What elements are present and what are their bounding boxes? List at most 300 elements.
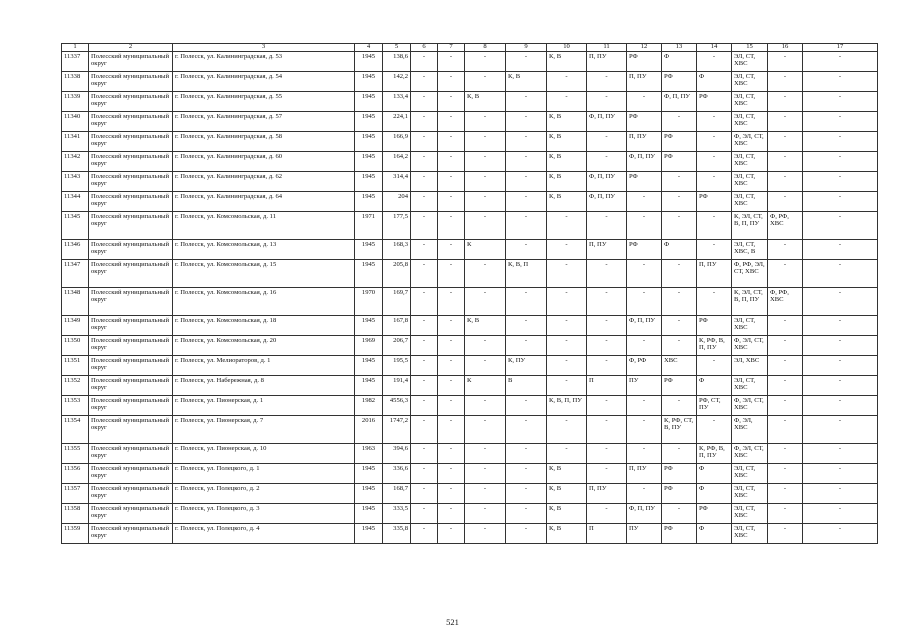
col-6-cell: -	[411, 191, 438, 211]
column-number-cell: 14	[697, 44, 732, 52]
table-row	[62, 287, 878, 315]
table-row	[62, 151, 878, 171]
col-11-cell: -	[587, 71, 627, 91]
col-7-cell: -	[438, 51, 465, 71]
address-cell: г. Полесск, ул. Калининградская, д. 58	[173, 131, 355, 151]
col-13-cell: -	[662, 395, 697, 415]
header-row	[62, 44, 878, 52]
col-17-cell: -	[803, 51, 878, 71]
col-14-cell: Ф	[697, 71, 732, 91]
col-12-cell: Ф, П, ПУ	[627, 503, 662, 523]
municipality-cell: Полесский муниципальный округ	[89, 151, 173, 171]
col-8-cell: -	[465, 287, 506, 315]
col-15-cell: ЭЛ, СТ, ХВС, В	[732, 239, 768, 259]
col-13-cell: К, РФ, СТ, В, ПУ	[662, 415, 697, 443]
col-7-cell: -	[438, 523, 465, 543]
area-cell: 333,5	[383, 503, 411, 523]
record-id-cell: 11341	[62, 131, 89, 151]
build-year-cell: 1945	[355, 131, 383, 151]
column-number-cell: 3	[173, 44, 355, 52]
col-11-cell: -	[587, 463, 627, 483]
col-11-cell: П, ПУ	[587, 239, 627, 259]
record-id-cell: 11347	[62, 259, 89, 287]
col-10-cell: -	[547, 443, 587, 463]
col-8-cell: К	[465, 375, 506, 395]
column-number-cell: 17	[803, 44, 878, 52]
address-cell: г. Полесск, ул. Калининградская, д. 53	[173, 51, 355, 71]
col-14-cell: К, РФ, В, П, ПУ	[697, 443, 732, 463]
col-10-cell: К, В	[547, 171, 587, 191]
col-16-cell: -	[768, 483, 803, 503]
column-number-cell: 8	[465, 44, 506, 52]
col-12-cell: -	[627, 483, 662, 503]
col-7-cell: -	[438, 151, 465, 171]
col-9-cell: -	[506, 287, 547, 315]
table-row	[62, 375, 878, 395]
col-17-cell: -	[803, 443, 878, 463]
col-10-cell: -	[547, 315, 587, 335]
col-6-cell: -	[411, 355, 438, 375]
col-9-cell: -	[506, 415, 547, 443]
col-9-cell: -	[506, 239, 547, 259]
build-year-cell: 1982	[355, 395, 383, 415]
col-11-cell: -	[587, 355, 627, 375]
col-12-cell: -	[627, 395, 662, 415]
area-cell: 177,5	[383, 211, 411, 239]
col-10-cell: К, В	[547, 131, 587, 151]
municipality-cell: Полесский муниципальный округ	[89, 315, 173, 335]
area-cell: 168,3	[383, 239, 411, 259]
col-9-cell: -	[506, 315, 547, 335]
build-year-cell: 2016	[355, 415, 383, 443]
col-10-cell: К, В	[547, 503, 587, 523]
municipality-cell: Полесский муниципальный округ	[89, 191, 173, 211]
col-14-cell: РФ	[697, 503, 732, 523]
record-id-cell: 11343	[62, 171, 89, 191]
col-11-cell: П	[587, 523, 627, 543]
col-11-cell: -	[587, 315, 627, 335]
col-16-cell: -	[768, 395, 803, 415]
col-7-cell: -	[438, 91, 465, 111]
col-9-cell: -	[506, 91, 547, 111]
table-row	[62, 463, 878, 483]
col-17-cell: -	[803, 211, 878, 239]
col-13-cell: -	[662, 287, 697, 315]
table-row	[62, 335, 878, 355]
record-id-cell: 11344	[62, 191, 89, 211]
col-7-cell: -	[438, 355, 465, 375]
address-cell: г. Полесск, ул. Пионерская, д. 1	[173, 395, 355, 415]
col-15-cell: Ф, ЭЛ, СТ, ХВС	[732, 395, 768, 415]
col-17-cell: -	[803, 355, 878, 375]
area-cell: 167,8	[383, 315, 411, 335]
col-10-cell: -	[547, 415, 587, 443]
col-9-cell: -	[506, 443, 547, 463]
col-11-cell: -	[587, 131, 627, 151]
build-year-cell: 1969	[355, 335, 383, 355]
col-10-cell: -	[547, 375, 587, 395]
col-14-cell: Ф	[697, 463, 732, 483]
col-12-cell: ПУ	[627, 375, 662, 395]
col-9-cell: -	[506, 131, 547, 151]
col-16-cell: Ф, РФ, ХВС	[768, 211, 803, 239]
build-year-cell: 1945	[355, 463, 383, 483]
col-10-cell: -	[547, 211, 587, 239]
col-15-cell: ЭЛ, СТ, ХВС	[732, 51, 768, 71]
column-number-cell: 13	[662, 44, 697, 52]
col-9-cell: -	[506, 483, 547, 503]
col-15-cell: ЭЛ, СТ, ХВС	[732, 71, 768, 91]
col-10-cell: К, В	[547, 483, 587, 503]
build-year-cell: 1945	[355, 151, 383, 171]
area-cell: 191,4	[383, 375, 411, 395]
col-12-cell: РФ	[627, 51, 662, 71]
page-number: 521	[446, 617, 459, 627]
area-cell: 205,8	[383, 259, 411, 287]
table-row	[62, 315, 878, 335]
col-13-cell: -	[662, 111, 697, 131]
col-7-cell: -	[438, 483, 465, 503]
col-10-cell: К, В	[547, 463, 587, 483]
col-13-cell: РФ	[662, 131, 697, 151]
col-8-cell: К	[465, 239, 506, 259]
col-14-cell: -	[697, 415, 732, 443]
address-cell: г. Полесск, ул. Комсомольская, д. 18	[173, 315, 355, 335]
address-cell: г. Полесск, ул. Калининградская, д. 57	[173, 111, 355, 131]
record-id-cell: 11357	[62, 483, 89, 503]
col-15-cell: ЭЛ, ХВС	[732, 355, 768, 375]
col-13-cell: -	[662, 191, 697, 211]
col-13-cell: -	[662, 503, 697, 523]
col-11-cell: П	[587, 375, 627, 395]
area-cell: 4556,3	[383, 395, 411, 415]
col-17-cell: -	[803, 91, 878, 111]
col-13-cell: РФ	[662, 483, 697, 503]
col-17-cell: -	[803, 287, 878, 315]
col-17-cell: -	[803, 463, 878, 483]
record-id-cell: 11349	[62, 315, 89, 335]
col-14-cell: -	[697, 171, 732, 191]
col-16-cell: -	[768, 259, 803, 287]
col-12-cell: -	[627, 335, 662, 355]
area-cell: 166,9	[383, 131, 411, 151]
address-cell: г. Полесск, ул. Калининградская, д. 55	[173, 91, 355, 111]
area-cell: 224,1	[383, 111, 411, 131]
col-7-cell: -	[438, 111, 465, 131]
build-year-cell: 1963	[355, 443, 383, 463]
col-16-cell: -	[768, 355, 803, 375]
col-17-cell: -	[803, 131, 878, 151]
build-year-cell: 1945	[355, 355, 383, 375]
table-row	[62, 71, 878, 91]
col-8-cell: -	[465, 131, 506, 151]
municipality-cell: Полесский муниципальный округ	[89, 239, 173, 259]
col-16-cell: -	[768, 131, 803, 151]
col-8-cell: -	[465, 355, 506, 375]
address-cell: г. Полесск, ул. Комсомольская, д. 13	[173, 239, 355, 259]
col-15-cell: ЭЛ, СТ, ХВС	[732, 151, 768, 171]
col-16-cell: -	[768, 239, 803, 259]
col-16-cell: -	[768, 315, 803, 335]
col-6-cell: -	[411, 91, 438, 111]
address-cell: г. Полесск, ул. Калининградская, д. 60	[173, 151, 355, 171]
col-7-cell: -	[438, 71, 465, 91]
column-number-cell: 1	[62, 44, 89, 52]
col-16-cell: -	[768, 503, 803, 523]
col-14-cell: -	[697, 287, 732, 315]
build-year-cell: 1945	[355, 51, 383, 71]
col-10-cell: -	[547, 91, 587, 111]
municipality-cell: Полесский муниципальный округ	[89, 415, 173, 443]
col-11-cell: -	[587, 259, 627, 287]
col-11-cell: П, ПУ	[587, 51, 627, 71]
col-15-cell: Ф, РФ, ЭЛ, СТ, ХВС	[732, 259, 768, 287]
col-12-cell: РФ	[627, 111, 662, 131]
col-13-cell: -	[662, 443, 697, 463]
col-9-cell: -	[506, 171, 547, 191]
column-number-cell: 6	[411, 44, 438, 52]
col-7-cell: -	[438, 463, 465, 483]
municipality-cell: Полесский муниципальный округ	[89, 287, 173, 315]
col-12-cell: Ф, П, ПУ	[627, 315, 662, 335]
col-6-cell: -	[411, 287, 438, 315]
col-9-cell: -	[506, 463, 547, 483]
address-cell: г. Полесск, ул. Полецкого, д. 3	[173, 503, 355, 523]
col-6-cell: -	[411, 443, 438, 463]
col-17-cell: -	[803, 415, 878, 443]
col-10-cell: К, В	[547, 191, 587, 211]
area-cell: 164,2	[383, 151, 411, 171]
col-16-cell: -	[768, 335, 803, 355]
record-id-cell: 11345	[62, 211, 89, 239]
table-row	[62, 355, 878, 375]
record-id-cell: 11350	[62, 335, 89, 355]
col-15-cell: ЭЛ, СТ, ХВС	[732, 503, 768, 523]
col-9-cell: -	[506, 503, 547, 523]
area-cell: 138,6	[383, 51, 411, 71]
col-9-cell: К, В, П	[506, 259, 547, 287]
col-15-cell: ЭЛ, СТ, ХВС	[732, 315, 768, 335]
col-12-cell: РФ	[627, 239, 662, 259]
col-16-cell: -	[768, 171, 803, 191]
col-12-cell: Ф, П, ПУ	[627, 151, 662, 171]
col-7-cell: -	[438, 443, 465, 463]
col-6-cell: -	[411, 395, 438, 415]
col-14-cell: -	[697, 211, 732, 239]
col-8-cell: -	[465, 443, 506, 463]
col-7-cell: -	[438, 211, 465, 239]
col-13-cell: РФ	[662, 151, 697, 171]
table-row	[62, 191, 878, 211]
col-17-cell: -	[803, 503, 878, 523]
col-17-cell: -	[803, 483, 878, 503]
col-7-cell: -	[438, 191, 465, 211]
address-cell: г. Полесск, ул. Комсомольская, д. 11	[173, 211, 355, 239]
area-cell: 168,7	[383, 483, 411, 503]
col-10-cell: К, В	[547, 51, 587, 71]
col-11-cell: -	[587, 211, 627, 239]
col-7-cell: -	[438, 503, 465, 523]
build-year-cell: 1945	[355, 71, 383, 91]
col-6-cell: -	[411, 151, 438, 171]
col-8-cell: -	[465, 259, 506, 287]
col-13-cell: РФ	[662, 523, 697, 543]
col-14-cell: П, ПУ	[697, 259, 732, 287]
col-14-cell: -	[697, 131, 732, 151]
area-cell: 204	[383, 191, 411, 211]
col-13-cell: -	[662, 259, 697, 287]
col-8-cell: -	[465, 463, 506, 483]
col-8-cell: -	[465, 51, 506, 71]
area-cell: 169,7	[383, 287, 411, 315]
col-16-cell: Ф, РФ, ХВС	[768, 287, 803, 315]
municipality-cell: Полесский муниципальный округ	[89, 259, 173, 287]
col-14-cell: Ф	[697, 483, 732, 503]
col-6-cell: -	[411, 463, 438, 483]
col-12-cell: -	[627, 91, 662, 111]
col-10-cell: К, В, П, ПУ	[547, 395, 587, 415]
col-15-cell: ЭЛ, СТ, ХВС	[732, 111, 768, 131]
area-cell: 314,4	[383, 171, 411, 191]
column-number-cell: 15	[732, 44, 768, 52]
col-9-cell: К, В	[506, 71, 547, 91]
column-number-cell: 12	[627, 44, 662, 52]
col-8-cell: -	[465, 211, 506, 239]
col-12-cell: ПУ	[627, 523, 662, 543]
col-7-cell: -	[438, 335, 465, 355]
col-17-cell: -	[803, 259, 878, 287]
col-7-cell: -	[438, 315, 465, 335]
col-7-cell: -	[438, 395, 465, 415]
col-9-cell: -	[506, 191, 547, 211]
col-17-cell: -	[803, 395, 878, 415]
municipality-cell: Полесский муниципальный округ	[89, 395, 173, 415]
col-15-cell: ЭЛ, СТ, ХВС	[732, 91, 768, 111]
col-8-cell: -	[465, 395, 506, 415]
col-11-cell: Ф, П, ПУ	[587, 111, 627, 131]
municipality-cell: Полесский муниципальный округ	[89, 443, 173, 463]
municipality-cell: Полесский муниципальный округ	[89, 211, 173, 239]
col-16-cell: -	[768, 463, 803, 483]
col-6-cell: -	[411, 171, 438, 191]
col-13-cell: Ф	[662, 51, 697, 71]
col-15-cell: ЭЛ, СТ, ХВС	[732, 523, 768, 543]
build-year-cell: 1945	[355, 239, 383, 259]
area-cell: 195,5	[383, 355, 411, 375]
col-6-cell: -	[411, 111, 438, 131]
col-13-cell: -	[662, 335, 697, 355]
municipality-cell: Полесский муниципальный округ	[89, 171, 173, 191]
col-8-cell: К, В	[465, 315, 506, 335]
address-cell: г. Полесск, ул. Калининградская, д. 54	[173, 71, 355, 91]
housing-register-table	[61, 43, 878, 544]
column-number-cell: 2	[89, 44, 173, 52]
col-12-cell: Ф, РФ	[627, 355, 662, 375]
col-8-cell: -	[465, 71, 506, 91]
col-12-cell: -	[627, 287, 662, 315]
col-9-cell: -	[506, 51, 547, 71]
record-id-cell: 11346	[62, 239, 89, 259]
col-14-cell: Ф	[697, 375, 732, 395]
address-cell: г. Полесск, ул. Полецкого, д. 4	[173, 523, 355, 543]
record-id-cell: 11358	[62, 503, 89, 523]
col-14-cell: -	[697, 239, 732, 259]
col-15-cell: Ф, ЭЛ, СТ, ХВС	[732, 131, 768, 151]
build-year-cell: 1945	[355, 171, 383, 191]
col-11-cell: Ф, П, ПУ	[587, 171, 627, 191]
col-6-cell: -	[411, 211, 438, 239]
col-6-cell: -	[411, 335, 438, 355]
build-year-cell: 1945	[355, 503, 383, 523]
table-row	[62, 211, 878, 239]
address-cell: г. Полесск, ул. Комсомольская, д. 15	[173, 259, 355, 287]
column-number-cell: 5	[383, 44, 411, 52]
col-9-cell: -	[506, 523, 547, 543]
col-15-cell: ЭЛ, СТ, ХВС	[732, 171, 768, 191]
col-14-cell: РФ, СТ, ПУ	[697, 395, 732, 415]
table-row	[62, 239, 878, 259]
record-id-cell: 11337	[62, 51, 89, 71]
col-15-cell: ЭЛ, СТ, ХВС	[732, 483, 768, 503]
col-10-cell: -	[547, 335, 587, 355]
col-16-cell: -	[768, 415, 803, 443]
col-7-cell: -	[438, 287, 465, 315]
col-14-cell: -	[697, 151, 732, 171]
col-16-cell: -	[768, 51, 803, 71]
municipality-cell: Полесский муниципальный округ	[89, 375, 173, 395]
col-9-cell: -	[506, 395, 547, 415]
table-row	[62, 443, 878, 463]
col-13-cell: РФ	[662, 375, 697, 395]
col-11-cell: -	[587, 395, 627, 415]
col-6-cell: -	[411, 259, 438, 287]
record-id-cell: 11339	[62, 91, 89, 111]
area-cell: 133,4	[383, 91, 411, 111]
address-cell: г. Полесск, ул. Полецкого, д. 1	[173, 463, 355, 483]
col-10-cell: К, В	[547, 523, 587, 543]
col-17-cell: -	[803, 335, 878, 355]
column-number-cell: 7	[438, 44, 465, 52]
build-year-cell: 1945	[355, 483, 383, 503]
area-cell: 142,2	[383, 71, 411, 91]
col-12-cell: -	[627, 191, 662, 211]
col-15-cell: ЭЛ, СТ, ХВС	[732, 375, 768, 395]
col-9-cell: -	[506, 151, 547, 171]
col-14-cell: -	[697, 51, 732, 71]
table-row	[62, 503, 878, 523]
table-row	[62, 483, 878, 503]
table-row	[62, 51, 878, 71]
col-11-cell: -	[587, 151, 627, 171]
col-10-cell: -	[547, 71, 587, 91]
col-12-cell: -	[627, 443, 662, 463]
record-id-cell: 11355	[62, 443, 89, 463]
build-year-cell: 1970	[355, 287, 383, 315]
col-15-cell: ЭЛ, СТ, ХВС	[732, 191, 768, 211]
address-cell: г. Полесск, ул. Комсомольская, д. 20	[173, 335, 355, 355]
col-10-cell: -	[547, 239, 587, 259]
col-6-cell: -	[411, 523, 438, 543]
col-17-cell: -	[803, 315, 878, 335]
col-13-cell: ХВС	[662, 355, 697, 375]
build-year-cell: 1945	[355, 111, 383, 131]
build-year-cell: 1945	[355, 191, 383, 211]
col-17-cell: -	[803, 523, 878, 543]
municipality-cell: Полесский муниципальный округ	[89, 355, 173, 375]
col-16-cell: -	[768, 151, 803, 171]
build-year-cell: 1971	[355, 211, 383, 239]
col-16-cell: -	[768, 71, 803, 91]
